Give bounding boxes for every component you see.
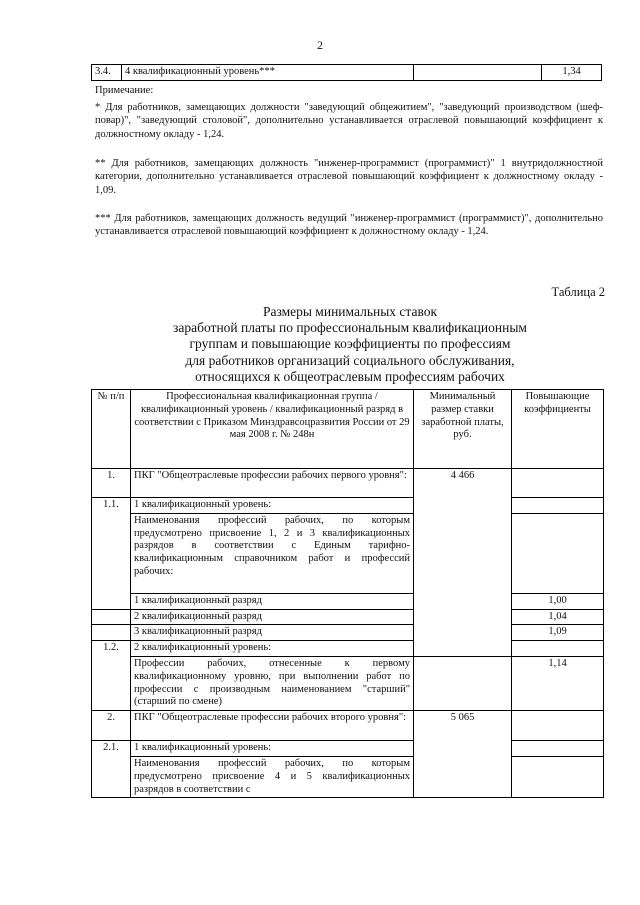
row-number xyxy=(92,625,131,641)
row-number: 2.1. xyxy=(92,741,131,798)
coef-cell xyxy=(512,711,604,741)
coef-cell xyxy=(512,741,604,757)
row-number: 2. xyxy=(92,711,131,741)
note-1: * Для работников, замещающих должности "заведующий общежитием", "заведующий производством (шеф-повар)", "заведующий столовой", дополнительно устанавливается отраслевой повышающий коэффициент к должностному окладу - 1,24. xyxy=(95,102,603,140)
coef-cell xyxy=(512,469,604,498)
row-number: 1.1. xyxy=(92,498,131,610)
coef-cell: 1,34 xyxy=(542,65,602,81)
coef-cell xyxy=(512,756,604,797)
coef-cell xyxy=(512,498,604,514)
table-label: Таблица 2 xyxy=(551,285,605,299)
table-row xyxy=(92,656,604,710)
title-line: для работников организаций социального обслуживания, xyxy=(185,352,515,368)
header-coef: Повышающие коэффициенты xyxy=(512,390,604,469)
note-2: ** Для работников, замещающих должность "инженер-программист (программист)" 1 внутридолжностной категории, дополнительно устанавливается отраслевой повышающий коэффициент к должностному окладу - 1,09. xyxy=(95,158,603,196)
table2-caption xyxy=(95,285,605,385)
table-row xyxy=(92,593,604,609)
rate-cell xyxy=(414,711,512,798)
table-row xyxy=(92,609,604,625)
coef-cell: 1,14 xyxy=(512,656,604,710)
row-text: Профессии рабочих, отнесенные к первому квалификационному уровню, при выполнении работ по профессии с производным наименованием "старший" (старший по смене) xyxy=(131,656,414,710)
header-group: Профессиональная квалификационная группа / квалификационный уровень / квалификационный разряд в соответствии с Приказом Минздравсоцразвития России от 29 мая 2008 г. № 248н xyxy=(131,390,414,469)
coef-cell xyxy=(512,641,604,657)
coef-cell: 1,09 xyxy=(512,625,604,641)
row-text: Наименования профессий рабочих, по которым предусмотрено присвоение 4 и 5 квалификационных разрядов в соответствии с xyxy=(131,756,414,797)
rate-cell xyxy=(414,656,512,710)
row-text: ПКГ "Общеотраслевые профессии рабочих первого уровня": xyxy=(131,469,414,498)
title-line: Размеры минимальных ставок xyxy=(262,304,438,319)
header-rate: Минимальный размер ставки заработной платы, руб. xyxy=(414,390,512,469)
title-line: заработной платы по профессиональным квалификационным xyxy=(173,320,527,336)
table-row xyxy=(92,756,604,797)
rate-cell xyxy=(414,65,542,81)
header-num: № п/п xyxy=(92,390,131,469)
table-title xyxy=(95,304,605,385)
table-row xyxy=(92,498,604,514)
title-line: относящихся к общеотраслевым профессиям рабочих xyxy=(195,368,505,384)
rate-value: 4 466 xyxy=(450,470,475,481)
rate-value: 5 065 xyxy=(450,712,475,724)
table-row xyxy=(92,65,602,81)
row-number: 1.2. xyxy=(92,641,131,711)
row-number xyxy=(92,609,131,625)
row-text: 1 квалификационный уровень: xyxy=(131,498,414,514)
table-row xyxy=(92,469,604,498)
row-text: 1 квалификационный разряд xyxy=(131,593,414,609)
row-text: 1 квалификационный уровень: xyxy=(131,741,414,757)
table-2 xyxy=(91,389,604,798)
top-table xyxy=(91,64,602,81)
notes-heading: Примечание: xyxy=(95,85,154,96)
rate-cell xyxy=(414,469,512,657)
table-row xyxy=(92,741,604,757)
coef-cell: 1,00 xyxy=(512,593,604,609)
coef-cell xyxy=(512,513,604,593)
title-line: группам и повышающие коэффициенты по профессиям xyxy=(189,336,511,352)
header-row xyxy=(92,390,604,469)
row-text: 2 квалификационный уровень: xyxy=(131,641,414,657)
page-number: 2 xyxy=(317,38,323,52)
row-text: ПКГ "Общеотраслевые профессии рабочих второго уровня": xyxy=(131,711,414,741)
row-text: 3 квалификационный разряд xyxy=(131,625,414,641)
table-row xyxy=(92,513,604,593)
row-text: Наименования профессий рабочих, по которым предусмотрено присвоение 1, 2 и 3 квалификационных разрядов в соответствии с Единым тарифно-квалификационным справочником работ и профессий рабочих: xyxy=(131,513,414,593)
table-row xyxy=(92,625,604,641)
table-row xyxy=(92,711,604,741)
row-number: 3.4. xyxy=(92,65,122,81)
row-text: 2 квалификационный разряд xyxy=(131,609,414,625)
table-row xyxy=(92,641,604,657)
note-3: *** Для работников, замещающих должность ведущий "инженер-программист (программист)", дополнительно устанавливается отраслевой повышающий коэффициент к должностному окладу - 1,24. xyxy=(95,213,603,238)
row-number: 1. xyxy=(92,469,131,498)
row-text: 4 квалификационный уровень*** xyxy=(122,65,414,81)
coef-cell: 1,04 xyxy=(512,609,604,625)
